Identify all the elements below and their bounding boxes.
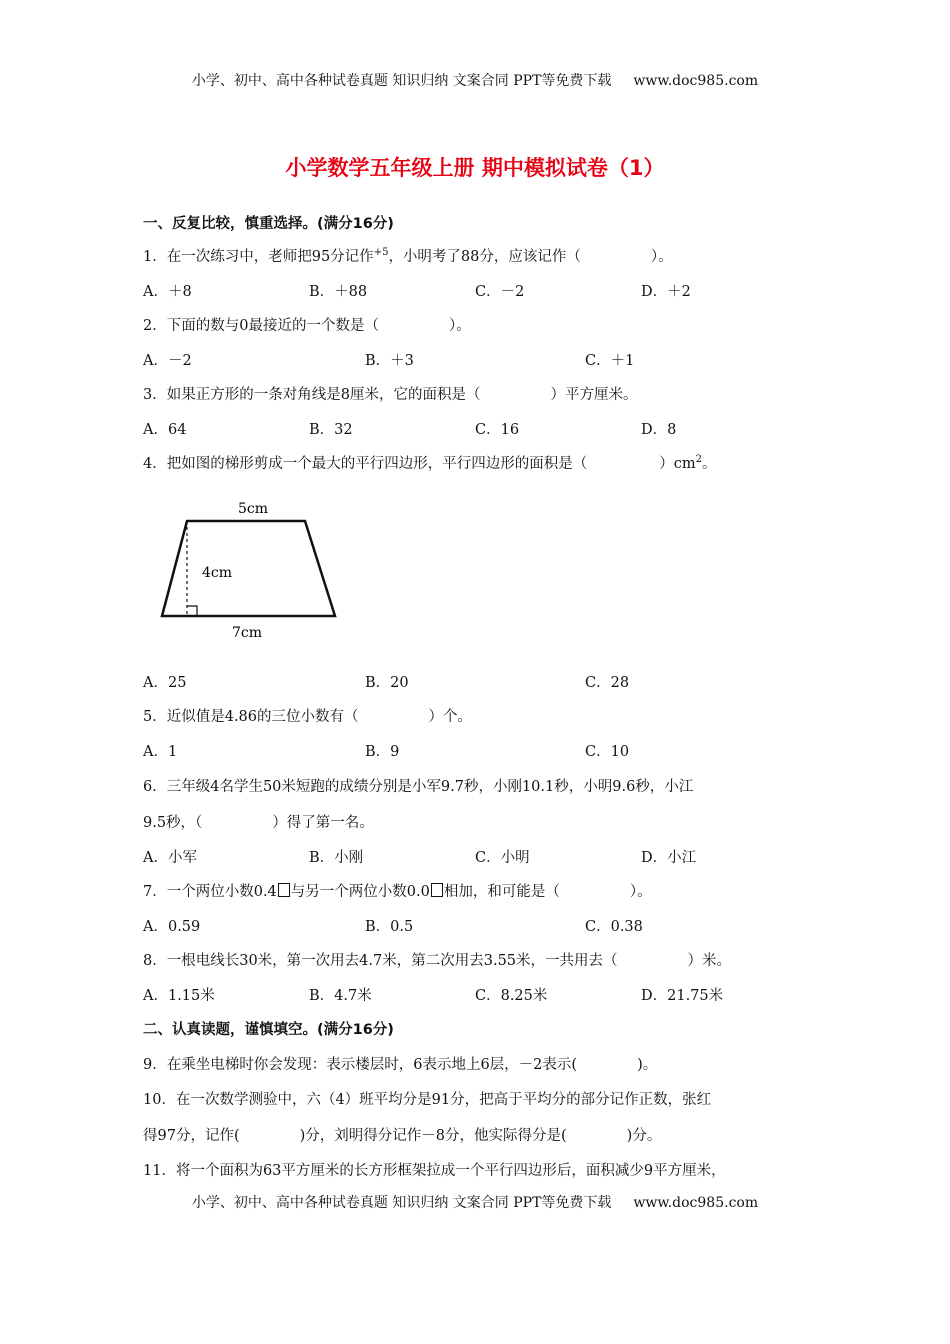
q9-end: )。 (637, 1057, 658, 1073)
question-9 (143, 1053, 657, 1074)
question-6: 6．三年级4名学生50米短跑的成绩分别是小军9.7秒，小刚10.1秒，小明9.6秒，小江 (143, 779, 694, 795)
q5-end: ）个。 (428, 709, 473, 725)
q8-text: 8．一根电线长30米，第一次用去4.7米，第二次用去3.55米，一共用去（ (143, 953, 618, 969)
question-2 (143, 314, 471, 335)
q3-end: ）平方厘米。 (550, 387, 638, 403)
page-title: 小学数学五年级上册 期中模拟试卷（1） (285, 156, 665, 180)
trapezoid-shape (162, 521, 335, 616)
q1-sup: +5 (373, 247, 389, 258)
q7-text-3: 相加，和可能是（ (443, 884, 560, 900)
q2-option-c[interactable]: C．＋1 (585, 353, 635, 369)
q1-option-a[interactable]: A．＋8 (143, 284, 192, 300)
q3-option-a[interactable]: A．64 (143, 422, 187, 438)
q2-option-a[interactable]: A．－2 (143, 353, 192, 369)
q8-option-d[interactable]: D．21.75米 (641, 988, 724, 1004)
q4-tail: 。 (701, 456, 717, 472)
question-7 (143, 880, 652, 901)
q5-option-c[interactable]: C．10 (585, 744, 630, 760)
footer-url[interactable]: www.doc985.com (633, 1195, 759, 1211)
q9-text: 9．在乘坐电梯时你会发现：表示楼层时，6表示地上6层，－2表示( (143, 1057, 578, 1073)
question-1 (143, 245, 673, 266)
q7-option-a[interactable]: A．0.59 (143, 919, 201, 935)
q10-text-2: )分，刘明得分记作－8分，他实际得分是( (299, 1128, 567, 1144)
q2-option-b[interactable]: B．＋3 (365, 353, 414, 369)
q7-end: ）。 (629, 884, 652, 900)
q1-option-d[interactable]: D．＋2 (641, 284, 691, 300)
q3-text: 3．如果正方形的一条对角线是8厘米，它的面积是（ (143, 387, 481, 403)
q1-text: 1．在一次练习中，老师把95分记作 (143, 249, 374, 265)
q3-option-d[interactable]: D．8 (641, 422, 677, 438)
q5-option-a[interactable]: A．1 (143, 744, 178, 760)
q4-text: 4．把如图的梯形剪成一个最大的平行四边形，平行四边形的面积是（ (143, 456, 588, 472)
q1-text-2: ，小明考了88分，应该记作（ (388, 249, 581, 265)
q1-option-c[interactable]: C．－2 (475, 284, 525, 300)
question-4 (143, 452, 716, 473)
q4-unit: ）cm (659, 456, 696, 472)
q6-option-c[interactable]: C．小明 (475, 850, 530, 866)
q2-text: 2．下面的数与0最接近的一个数是（ (143, 318, 379, 334)
q8-end: ）米。 (687, 953, 732, 969)
question-10: 10．在一次数学测验中，六（4）班平均分是91分，把高于平均分的部分记作正数，张红 (143, 1092, 712, 1108)
q6-option-b[interactable]: B．小刚 (309, 850, 364, 866)
q6-option-d[interactable]: D．小江 (641, 850, 697, 866)
q2-end: ）。 (448, 318, 471, 334)
q10-end: )分。 (626, 1128, 662, 1144)
q8-option-b[interactable]: B．4.7米 (309, 988, 372, 1004)
q7-text: 7．一个两位小数0.4 (143, 884, 277, 900)
question-10-cont (143, 1124, 661, 1145)
q7-option-c[interactable]: C．0.38 (585, 919, 643, 935)
q5-option-b[interactable]: B．9 (365, 744, 400, 760)
header-text: 小学、初中、高中各种试卷真题 知识归纳 文案合同 PPT等免费下载 (191, 73, 612, 89)
q4-option-a[interactable]: A．25 (143, 675, 187, 691)
right-angle-mark (187, 606, 197, 616)
q7-option-b[interactable]: B．0.5 (365, 919, 414, 935)
question-8 (143, 949, 731, 970)
q3-option-b[interactable]: B．32 (309, 422, 353, 438)
q10-text: 得97分，记作( (143, 1128, 240, 1144)
q4-unit-sup: 2 (695, 454, 702, 465)
q8-option-a[interactable]: A．1.15米 (143, 988, 215, 1004)
trapezoid-bottom-label: 7cm (232, 625, 263, 641)
q1-option-b[interactable]: B．＋88 (309, 284, 368, 300)
q4-option-c[interactable]: C．28 (585, 675, 630, 691)
question-3 (143, 383, 637, 404)
q6-text: 9.5秒，（ (143, 815, 203, 831)
q8-option-c[interactable]: C．8.25米 (475, 988, 548, 1004)
q7-text-2: 与另一个两位小数0.0 (290, 884, 430, 900)
trapezoid-figure (150, 495, 350, 647)
q3-option-c[interactable]: C．16 (475, 422, 520, 438)
page-footer (0, 1192, 950, 1212)
question-11: 11．将一个面积为63平方厘米的长方形框架拉成一个平行四边形后，面积减少9平方厘米， (143, 1163, 726, 1179)
q6-option-a[interactable]: A．小军 (143, 850, 197, 866)
trapezoid-height-label: 4cm (202, 565, 233, 581)
section-1-heading: 一、反复比较，慎重选择。(满分16分) (143, 216, 394, 232)
q6-end: ）得了第一名。 (272, 815, 374, 831)
q7-digit-box-2 (431, 883, 443, 897)
page-header (0, 70, 950, 90)
question-5 (143, 705, 472, 726)
q7-digit-box-1 (278, 883, 290, 897)
footer-text: 小学、初中、高中各种试卷真题 知识归纳 文案合同 PPT等免费下载 (191, 1195, 612, 1211)
trapezoid-top-label: 5cm (238, 501, 269, 517)
section-2-heading: 二、认真读题，谨慎填空。(满分16分) (143, 1022, 394, 1038)
q4-option-b[interactable]: B．20 (365, 675, 409, 691)
q1-end: ）。 (650, 249, 673, 265)
question-6-cont (143, 811, 374, 832)
q5-text: 5．近似值是4.86的三位小数有（ (143, 709, 359, 725)
header-url[interactable]: www.doc985.com (633, 73, 759, 89)
